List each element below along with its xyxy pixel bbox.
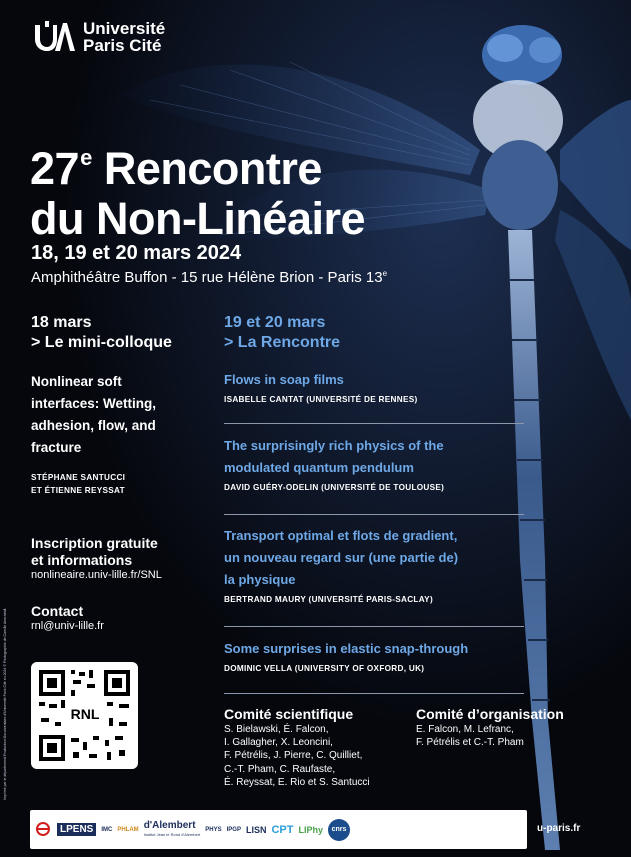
footer-url[interactable]: u-paris.fr xyxy=(537,823,581,834)
scientific-committee-line: F. Pétrélis, J. Pierre, C. Quilliet, xyxy=(224,750,363,762)
registration-url[interactable]: nonlineaire.univ-lille.fr/SNL xyxy=(31,569,162,581)
talk-separator xyxy=(224,693,524,694)
mini-colloque-day: 18 mars xyxy=(31,314,92,331)
partner-logo-lpens: LPENS xyxy=(57,823,96,836)
registration-heading: et informations xyxy=(31,552,133,568)
venue-suffix: e xyxy=(382,269,388,278)
event-number: 27 xyxy=(30,143,80,194)
talk-speaker: ISABELLE CANTAT (UNIVERSITÉ DE RENNES) xyxy=(224,395,418,404)
contact-email[interactable]: rnl@univ-lille.fr xyxy=(31,620,104,632)
talk-title-line: Transport optimal et flots de gradient, xyxy=(224,528,458,543)
partner-logo xyxy=(34,822,52,838)
talk-separator xyxy=(224,514,524,515)
photo-credit: Imprimé par le département Production Documentaire d'Université Paris Cité en 2024 © Photographie de Camille Anscheidt xyxy=(3,608,7,800)
talk-speaker: DOMINIC VELLA (UNIVERSITY OF OXFORD, UK) xyxy=(224,664,425,673)
talk-title-line: la physique xyxy=(224,572,296,587)
mini-colloque-talk xyxy=(31,371,201,497)
organising-committee-heading: Comité d’organisation xyxy=(416,706,564,722)
organising-committee xyxy=(416,706,564,749)
organising-committee-line: F. Pétrélis et C.-T. Pham xyxy=(416,737,524,749)
talk-item xyxy=(224,369,524,404)
talk-speaker: DAVID GUÉRY-ODELIN (UNIVERSITÉ DE TOULOUSE) xyxy=(224,483,445,492)
partner-logo-liphy: LIPhy xyxy=(298,824,323,835)
event-number-suffix: e xyxy=(80,145,92,170)
qr-code[interactable] xyxy=(31,662,138,769)
event-venue xyxy=(31,269,387,286)
scientific-committee-line: É. Reyssat, E. Rio et S. Santucci xyxy=(224,776,370,788)
talk-title-line: Some surprises in elastic snap-through xyxy=(224,641,469,656)
organising-committee-line: E. Falcon, M. Lefranc, xyxy=(416,724,514,735)
mini-colloque-speaker: STÉPHANE SANTUCCI xyxy=(31,473,126,482)
talk-separator xyxy=(224,626,524,627)
partner-logo-ipgp: IPGP xyxy=(226,826,241,833)
alembert-subtitle: Institut Jean le Rond d'Alembert xyxy=(143,831,201,837)
talk-speaker: BERTRAND MAURY (UNIVERSITÉ PARIS-SACLAY) xyxy=(224,595,433,604)
event-title-line2: du Non-Linéaire xyxy=(30,193,366,244)
talk-title-line: modulated quantum pendulum xyxy=(224,460,414,475)
alembert-name: d'Alembert xyxy=(143,819,196,831)
partner-emblem-icon xyxy=(34,822,52,836)
mini-colloque-speaker: ET ÉTIENNE REYSSAT xyxy=(31,486,125,495)
university-name-line2: Paris Cité xyxy=(83,36,162,55)
mini-colloque-talk-title-line: Nonlinear soft xyxy=(31,374,122,389)
partner-logo-alembert xyxy=(144,821,201,839)
contact-heading: Contact xyxy=(31,603,84,619)
talk-title-line: The surprisingly rich physics of the xyxy=(224,438,444,453)
talk-item xyxy=(224,525,524,604)
talk-title-line: Flows in soap films xyxy=(224,372,344,387)
partner-logo-imc: IMC xyxy=(101,826,113,833)
rencontre-session: > La Rencontre xyxy=(224,334,341,351)
mini-colloque-talk-title-line: fracture xyxy=(31,440,82,455)
mini-colloque-section xyxy=(31,313,172,353)
scientific-committee-line: S. Bielawski, É. Falcon, xyxy=(224,724,329,735)
partner-logo-phlam: PHLAM xyxy=(117,826,139,833)
contact-section xyxy=(31,603,104,633)
registration-heading: Inscription gratuite xyxy=(31,535,158,551)
venue-text: Amphithéâtre Buffon - 15 rue Hélène Brion - Paris 13 xyxy=(31,269,383,286)
mini-colloque-talk-title-line: interfaces: Wetting, xyxy=(31,396,157,411)
mini-colloque-session: > Le mini-colloque xyxy=(31,334,172,351)
qr-label: RNL xyxy=(70,706,100,722)
rencontre-days: 19 et 20 mars xyxy=(224,314,326,331)
scientific-committee-line: C.-T. Pham, C. Raufaste, xyxy=(224,763,336,775)
talk-item xyxy=(224,638,524,673)
university-name-line1: Université xyxy=(83,19,166,38)
partner-logo-lisn: LISN xyxy=(245,824,267,835)
talk-separator xyxy=(224,423,524,424)
mini-colloque-talk-title-line: adhesion, flow, and xyxy=(31,418,156,433)
university-logo xyxy=(31,20,165,54)
rencontre-section xyxy=(224,313,340,353)
event-title xyxy=(30,133,365,244)
registration-section xyxy=(31,535,162,582)
scientific-committee-line: I. Gallagher, X. Leoncini, xyxy=(224,737,333,749)
event-dates: 18, 19 et 20 mars 2024 xyxy=(31,242,242,264)
scientific-committee-heading: Comité scientifique xyxy=(224,706,354,722)
university-emblem-icon xyxy=(31,21,75,53)
talk-title-line: un nouveau regard sur (une partie de) xyxy=(224,550,459,565)
partner-logo-cpt: CPT xyxy=(271,823,294,836)
partner-logos-bar xyxy=(30,810,527,849)
partner-logo-cnrs: cnrs xyxy=(328,819,350,841)
event-title-line1: Rencontre xyxy=(103,143,322,194)
talk-item xyxy=(224,435,524,492)
scientific-committee xyxy=(224,706,370,789)
partner-logo-phys: PHYS xyxy=(205,826,222,833)
